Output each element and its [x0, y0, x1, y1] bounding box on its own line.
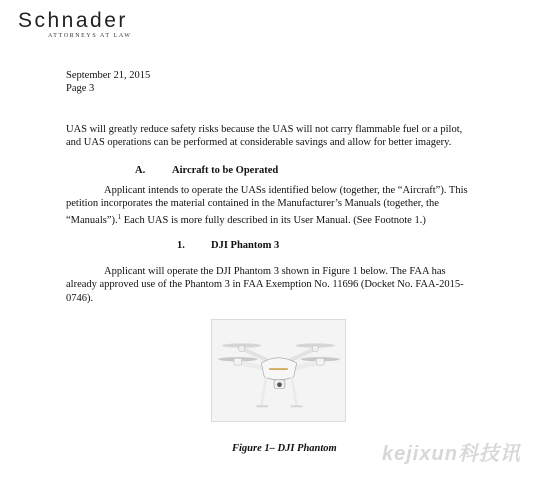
- intro-paragraph-line: and UAS operations can be performed at considerable savings and allow for better imagery.: [66, 137, 452, 148]
- paragraph-line: Applicant intends to operate the UASs identified below (together, the “Aircraft”). This: [104, 185, 468, 196]
- paragraph-line: 0746).: [66, 293, 94, 304]
- drone-photo: [211, 319, 346, 422]
- paragraph-line: petition incorporates the material contained in the Manufacturer’s Manuals (together, the: [66, 198, 439, 209]
- paragraph-line: Applicant will operate the DJI Phantom 3 shown in Figure 1 below. The FAA has: [104, 266, 446, 277]
- letterhead: [18, 10, 132, 39]
- subsection-title: DJI Phantom 3: [211, 240, 280, 251]
- section-heading-a: [135, 165, 278, 177]
- watermark: kejixun科技讯: [382, 443, 521, 465]
- paragraph-line: already approved use of the Phantom 3 in FAA Exemption No. 11696 (Docket No. FAA-2015-: [66, 279, 464, 290]
- text-fragment: “Manuals”).: [66, 215, 118, 226]
- section-number: A.: [135, 165, 146, 176]
- firm-name: Schnader: [18, 9, 128, 32]
- text-fragment: Each UAS is more fully described in its User Manual. (See Footnote 1.): [121, 215, 426, 226]
- letter-date: September 21, 2015: [66, 70, 151, 81]
- subsection-number: 1.: [177, 240, 185, 251]
- drone-icon: [212, 320, 345, 421]
- subsection-heading-1: [177, 240, 279, 252]
- section-title: Aircraft to be Operated: [172, 165, 279, 176]
- footnote-marker: 1: [117, 213, 122, 221]
- paragraph-line: [66, 211, 426, 227]
- page-number: Page 3: [66, 83, 95, 94]
- intro-paragraph-line: UAS will greatly reduce safety risks because the UAS will not carry flammable fuel or a pilot,: [66, 124, 463, 135]
- figure-caption: Figure 1– DJI Phantom: [232, 443, 337, 454]
- firm-tagline: ATTORNEYS AT LAW: [48, 33, 132, 39]
